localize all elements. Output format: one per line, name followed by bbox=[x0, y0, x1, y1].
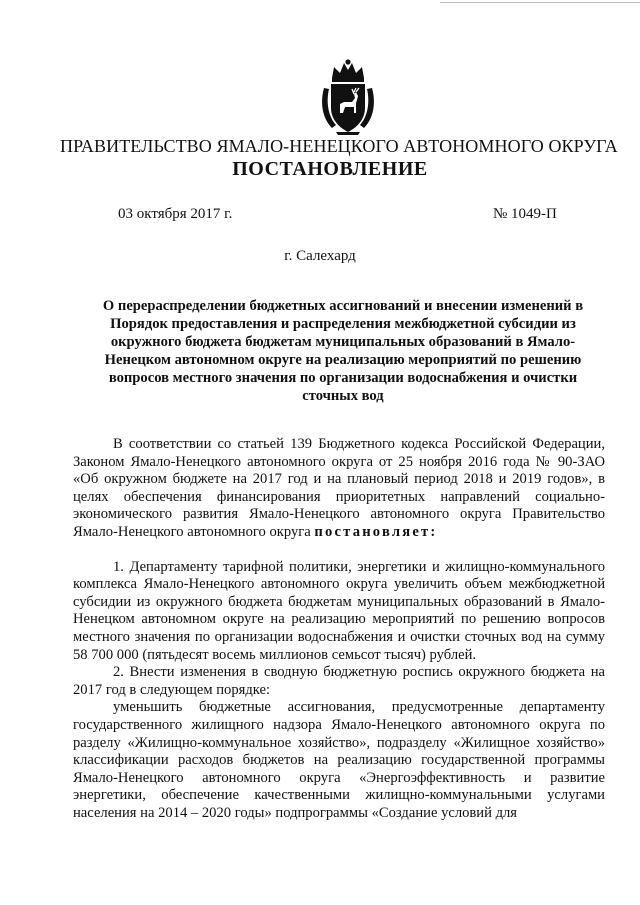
item-2-text-paragraph: уменьшить бюджетные ассигнования, предусмотренные департаменту государственного жилищного надзора Ямало-Ненецкого автономного округа по разделу «Жилищно-коммунальное хозяйство», подразделу «Жилищное хозяйство» классификации расходов бюджетов на реализацию государственной программы Ямало-Ненецкого автономного округа «Энергоэффективность и развитие энергетики, обеспечение качественными жилищно-коммунальными услугами населения на 2014 – 2020 годы» подпрограммы «Создание условий для bbox=[73, 699, 605, 821]
coat-of-arms-icon bbox=[318, 58, 378, 136]
document-title: О перераспределении бюджетных ассигнований и внесении изменений в Порядок предоставления и распределения межбюджетной субсидии из окружного бюджета бюджетам муниципальных образований в Ямало-Ненецком автономном округе на реализацию мероприятий по решению вопросов местного значения по организации водоснабжения и очистки сточных вод bbox=[102, 298, 584, 404]
decree-word: постановляет: bbox=[314, 523, 438, 540]
preamble-text: В соответствии со статьей 139 Бюджетного кодекса Российской Федерации, Законом Ямало-Ненецкого автономного округа от 25 ноября 2016 года № 90-ЗАО «Об окружном бюджете на 2017 год и на плановый период 2018 и 2019 годов», в целях обеспечения финансирования приоритетных направлений социально-экономического развития Ямало-Ненецкого автономного округа Правительство Ямало-Ненецкого автономного округа bbox=[73, 436, 605, 540]
document-body bbox=[73, 436, 605, 822]
document-number: № 1049-П bbox=[493, 206, 557, 222]
document-city: г. Салехард bbox=[284, 248, 356, 264]
document-type: ПОСТАНОВЛЕНИЕ bbox=[232, 158, 428, 180]
organization-name: ПРАВИТЕЛЬСТВО ЯМАЛО-НЕНЕЦКОГО АВТОНОМНОГО ОКРУГА bbox=[60, 136, 618, 156]
preamble-paragraph bbox=[73, 436, 605, 542]
document-date: 03 октября 2017 г. bbox=[118, 206, 233, 222]
scan-edge-line bbox=[440, 2, 640, 3]
item-2-paragraph: 2. Внести изменения в сводную бюджетную роспись окружного бюджета на 2017 год в следующем порядке: bbox=[73, 664, 605, 698]
item-1-paragraph: 1. Департаменту тарифной политики, энергетики и жилищно-коммунального комплекса Ямало-Ненецкого автономного округа увеличить объем межбюджетной субсидии из окружного бюджета бюджетам муниципальных образований в Ямало-Ненецком автономном округе на реализацию мероприятий по решению вопросов местного значения по организации водоснабжения и очистки сточных вод на сумму 58 700 000 (пятьдесят восемь миллионов семьсот тысяч) рублей. bbox=[73, 558, 605, 663]
